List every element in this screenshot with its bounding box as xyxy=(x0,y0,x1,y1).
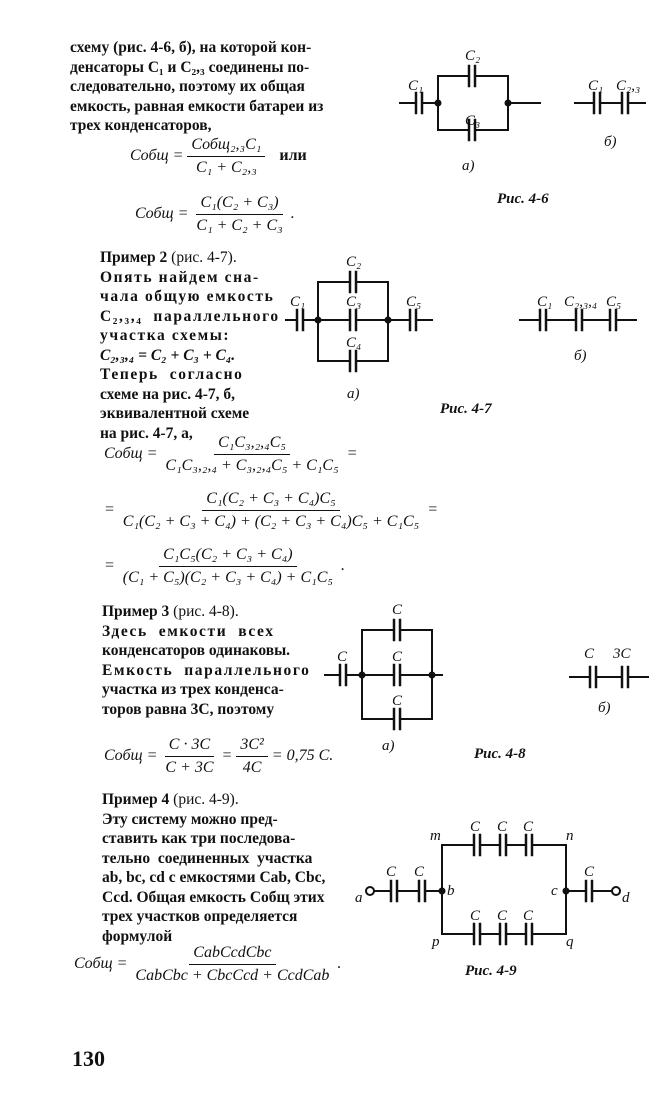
label-c: C xyxy=(392,649,403,665)
junction-dot xyxy=(430,673,435,678)
label-c3: C₃ xyxy=(346,294,362,310)
example-ref: (рис. 4-7). xyxy=(167,249,237,266)
label-c: C xyxy=(497,908,508,924)
numerator: C₁(C₂ + C₃ + C₄)C₅ xyxy=(202,490,339,511)
node-d: d xyxy=(622,890,630,906)
equation-tail: . xyxy=(290,205,295,223)
text-line: Эту систему можно пред- xyxy=(102,810,278,828)
label-c23: C₂,₃ xyxy=(616,78,641,94)
text-line: схему (рис. 4-6, б), на которой кон- xyxy=(70,39,312,56)
label-c: C xyxy=(470,908,481,924)
text-line: торов равна 3C, поэтому xyxy=(102,700,275,718)
fig-sublabel-a: а) xyxy=(382,738,395,754)
figure-caption: Рис. 4-7 xyxy=(440,401,492,417)
text-line: Здесь емкости всех xyxy=(102,622,275,640)
equation-connector: или xyxy=(279,147,307,165)
junction-dot xyxy=(440,889,445,894)
label-c: C xyxy=(386,864,397,880)
equation-lhs: = xyxy=(104,557,115,575)
denominator: C + 3C xyxy=(165,759,214,776)
junction-dot xyxy=(564,889,569,894)
text-line: трех конденсаторов, xyxy=(70,117,212,134)
text-line: денсаторы C₁ и C₂,₃ соединены по- xyxy=(70,58,310,76)
equation-tail: . xyxy=(337,955,342,973)
text-line: Теперь согласно xyxy=(100,366,244,383)
label-c3: C₃ xyxy=(465,113,481,129)
fig-sublabel-b: б) xyxy=(604,134,617,150)
label-c2: C₂ xyxy=(465,48,481,64)
fig-4-9-circuit xyxy=(374,835,612,944)
node-p: p xyxy=(432,934,440,950)
label-c: C xyxy=(497,819,508,835)
equals-sign: = xyxy=(221,747,233,765)
numerator: CabCcdCbc xyxy=(189,944,275,965)
text-line: Ccd. Общая емкость Cобщ этих xyxy=(102,888,325,906)
junction-dot xyxy=(506,101,511,106)
denominator: 4C xyxy=(242,759,262,776)
label-c: C xyxy=(523,908,534,924)
node-c: c xyxy=(551,883,558,899)
node-b: b xyxy=(447,883,455,899)
text-line: схеме на рис. 4-7, б, xyxy=(100,385,236,403)
label-c: C xyxy=(337,649,348,665)
label-c: C xyxy=(584,646,595,662)
fig-sublabel-a: а) xyxy=(347,386,360,402)
node-a: a xyxy=(355,890,363,906)
junction-dot xyxy=(436,101,441,106)
equation-tail: = 0,75 C. xyxy=(271,747,334,765)
text-line: следовательно, поэтому их общая xyxy=(70,78,305,95)
junction-dot xyxy=(360,673,365,678)
numerator: C · 3C xyxy=(165,736,214,757)
denominator: C₁(C₂ + C₃ + C₄) + (C₂ + C₃ + C₄)C₅ + C₁C₅ xyxy=(122,513,420,530)
text-line: формулой xyxy=(102,927,173,945)
page-number: 130 xyxy=(72,1046,105,1071)
fig-4-7a-circuit xyxy=(286,272,432,371)
example-heading: Пример 4 xyxy=(102,791,170,808)
label-c1: C₁ xyxy=(537,294,553,310)
equation-lhs: = xyxy=(104,501,115,519)
text-line: участка схемы: xyxy=(100,327,231,344)
text-line: чала общую емкость xyxy=(100,288,275,305)
text-line: на рис. 4-7, а, xyxy=(100,424,193,442)
fig-sublabel-b: б) xyxy=(598,700,611,716)
label-c5: C₅ xyxy=(606,294,622,310)
equation-tail: = xyxy=(427,501,439,519)
text-line: C₂,₃,₄ параллельного xyxy=(100,307,280,325)
numerator: C₁C₅(C₂ + C₃ + C₄) xyxy=(159,546,296,567)
label-c: C xyxy=(584,864,595,880)
equation-lhs: Cобщ = xyxy=(130,147,184,165)
label-c: C xyxy=(414,864,425,880)
fig-sublabel-b: б) xyxy=(574,348,587,364)
example-heading: Пример 2 xyxy=(100,249,168,266)
equation-tail: . xyxy=(340,557,345,575)
text-line: Емкость параллельного xyxy=(102,661,311,679)
label-c: C xyxy=(392,693,403,709)
terminal-a xyxy=(366,887,374,895)
terminal-d xyxy=(612,887,620,895)
text-line: эквивалентной схеме xyxy=(100,405,250,422)
fig-4-8b-circuit xyxy=(570,667,648,687)
example-heading: Пример 3 xyxy=(102,603,170,620)
numerator: Cобщ₂,₃C₁ xyxy=(187,136,265,157)
text-line: Опять найдем сна- xyxy=(100,268,260,286)
example-ref: (рис. 4-8). xyxy=(169,603,239,620)
equation-lhs: Cобщ = xyxy=(74,955,128,973)
label-c5: C₅ xyxy=(406,294,422,310)
label-c1: C₁ xyxy=(290,294,306,310)
figure-caption: Рис. 4-6 xyxy=(497,191,549,207)
node-m: m xyxy=(430,828,441,844)
label-c1: C₁ xyxy=(408,78,424,94)
numerator: C₁(C₂ + C₃) xyxy=(196,194,282,215)
label-c2: C₂ xyxy=(346,254,362,270)
text-line: тельно соединенных участка xyxy=(102,849,313,867)
figure-caption: Рис. 4-9 xyxy=(465,963,517,979)
example-ref: (рис. 4-9). xyxy=(169,791,239,808)
fig-4-8a-circuit xyxy=(325,620,442,729)
text-line: ab, bc, cd с емкостями Cab, Cbc, xyxy=(102,869,326,886)
denominator: C₁ + C₂ + C₃ xyxy=(196,217,283,234)
denominator: CabCbc + CbcCcd + CcdCab xyxy=(135,967,330,984)
equation-lhs: Cобщ = xyxy=(135,205,189,223)
text-line: трех участков определяется xyxy=(102,908,298,925)
text-line: C₂,₃,₄ = C₂ + C₃ + C₄. xyxy=(100,346,236,364)
fig-sublabel-a: а) xyxy=(462,158,475,174)
text-line: конденсаторов одинаковы. xyxy=(102,642,291,659)
text-line: емкость, равная емкости батареи из xyxy=(70,97,324,115)
node-n: n xyxy=(566,828,574,844)
junction-dot xyxy=(316,318,321,323)
text-line: ставить как три последова- xyxy=(102,830,296,847)
equation-tail: = xyxy=(346,445,358,463)
label-c1: C₁ xyxy=(588,78,604,94)
numerator: 3C² xyxy=(236,736,267,757)
figure-caption: Рис. 4-8 xyxy=(474,746,526,762)
denominator: (C₁ + C₅)(C₂ + C₃ + C₄) + C₁C₅ xyxy=(122,569,333,586)
junction-dot xyxy=(386,318,391,323)
denominator: C₁C₃,₂,₄ + C₃,₂,₄C₅ + C₁C₅ xyxy=(165,457,339,474)
label-c234: C₂,₃,₄ xyxy=(564,294,598,310)
fig-4-7b-circuit xyxy=(520,310,636,330)
denominator: C₁ + C₂,₃ xyxy=(195,159,257,176)
node-q: q xyxy=(566,934,574,950)
label-c: C xyxy=(470,819,481,835)
fig-4-6b-circuit xyxy=(575,93,645,113)
label-c: C xyxy=(392,602,403,618)
label-c: C xyxy=(523,819,534,835)
label-3c: 3C xyxy=(613,646,631,662)
equation-lhs: Cобщ = xyxy=(104,445,158,463)
text-line: участка из трех конденса- xyxy=(102,681,284,698)
numerator: C₁C₃,₂,₄C₅ xyxy=(214,434,290,455)
label-c4: C₄ xyxy=(346,335,362,351)
equation-lhs: Cобщ = xyxy=(104,747,158,765)
